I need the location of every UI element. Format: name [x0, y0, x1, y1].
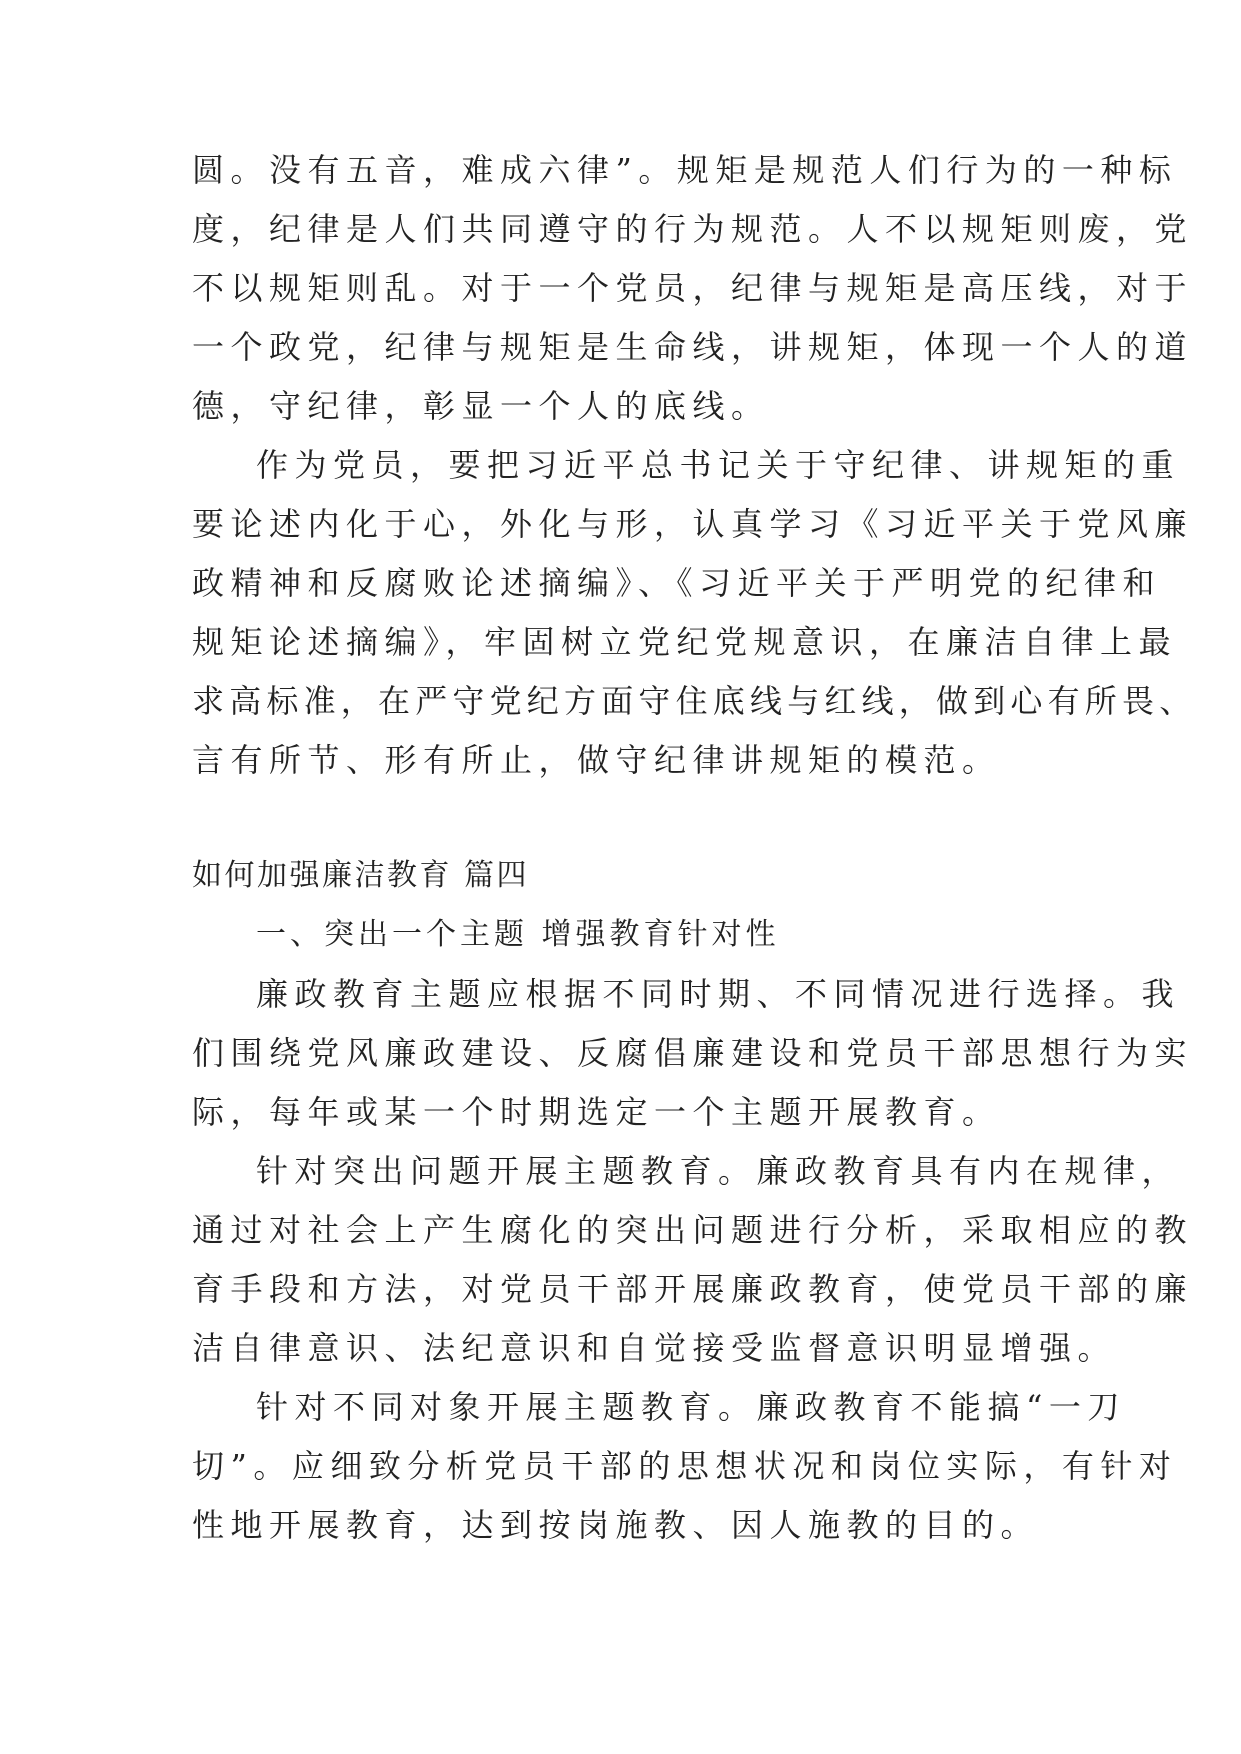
text-line: 求高标准，在严守党纪方面守住底线与红线，做到心有所畏、: [192, 682, 1197, 720]
text-line: 政精神和反腐败论述摘编》、《习近平关于严明党的纪律和: [192, 564, 1162, 602]
text-line: 圆。没有五音，难成六律”。规矩是规范人们行为的一种标: [192, 151, 1178, 189]
text-line: 通过对社会上产生腐化的突出问题进行分析，采取相应的教: [192, 1211, 1194, 1249]
text-line: 针对突出问题开展主题教育。廉政教育具有内在规律，: [256, 1152, 1181, 1190]
text-line: 切”。应细致分析党员干部的思想状况和岗位实际，有针对: [192, 1447, 1178, 1485]
text-line: 度，纪律是人们共同遵守的行为规范。人不以规矩则废，党: [192, 210, 1194, 248]
text-line: 际，每年或某一个时期选定一个主题开展教育。: [192, 1093, 1001, 1131]
text-line: 性地开展教育，达到按岗施教、因人施教的目的。: [192, 1506, 1040, 1544]
text-line: 们围绕党风廉政建设、反腐倡廉建设和党员干部思想行为实: [192, 1034, 1194, 1072]
text-line: 要论述内化于心，外化与形，认真学习《习近平关于党风廉: [192, 505, 1194, 543]
text-line: 作为党员，要把习近平总书记关于守纪律、讲规矩的重: [256, 446, 1181, 484]
section-subheading: 一、突出一个主题 增强教育针对性: [256, 917, 780, 952]
text-line: 廉政教育主题应根据不同时期、不同情况进行选择。我: [256, 975, 1181, 1013]
text-line: 一个政党，纪律与规矩是生命线，讲规矩，体现一个人的道: [192, 328, 1194, 366]
section-heading: 如何加强廉洁教育 篇四: [192, 858, 530, 893]
text-line: 德，守纪律，彰显一个人的底线。: [192, 387, 770, 425]
text-line: 针对不同对象开展主题教育。廉政教育不能搞“一刀: [256, 1388, 1126, 1426]
text-line: 育手段和方法，对党员干部开展廉政教育，使党员干部的廉: [192, 1270, 1194, 1308]
text-line: 言有所节、形有所止，做守纪律讲规矩的模范。: [192, 741, 1001, 779]
text-line: 洁自律意识、法纪意识和自觉接受监督意识明显增强。: [192, 1329, 1117, 1367]
text-line: 规矩论述摘编》，牢固树立党纪党规意识，在廉洁自律上最: [192, 623, 1178, 661]
text-line: 不以规矩则乱。对于一个党员，纪律与规矩是高压线，对于: [192, 269, 1194, 307]
